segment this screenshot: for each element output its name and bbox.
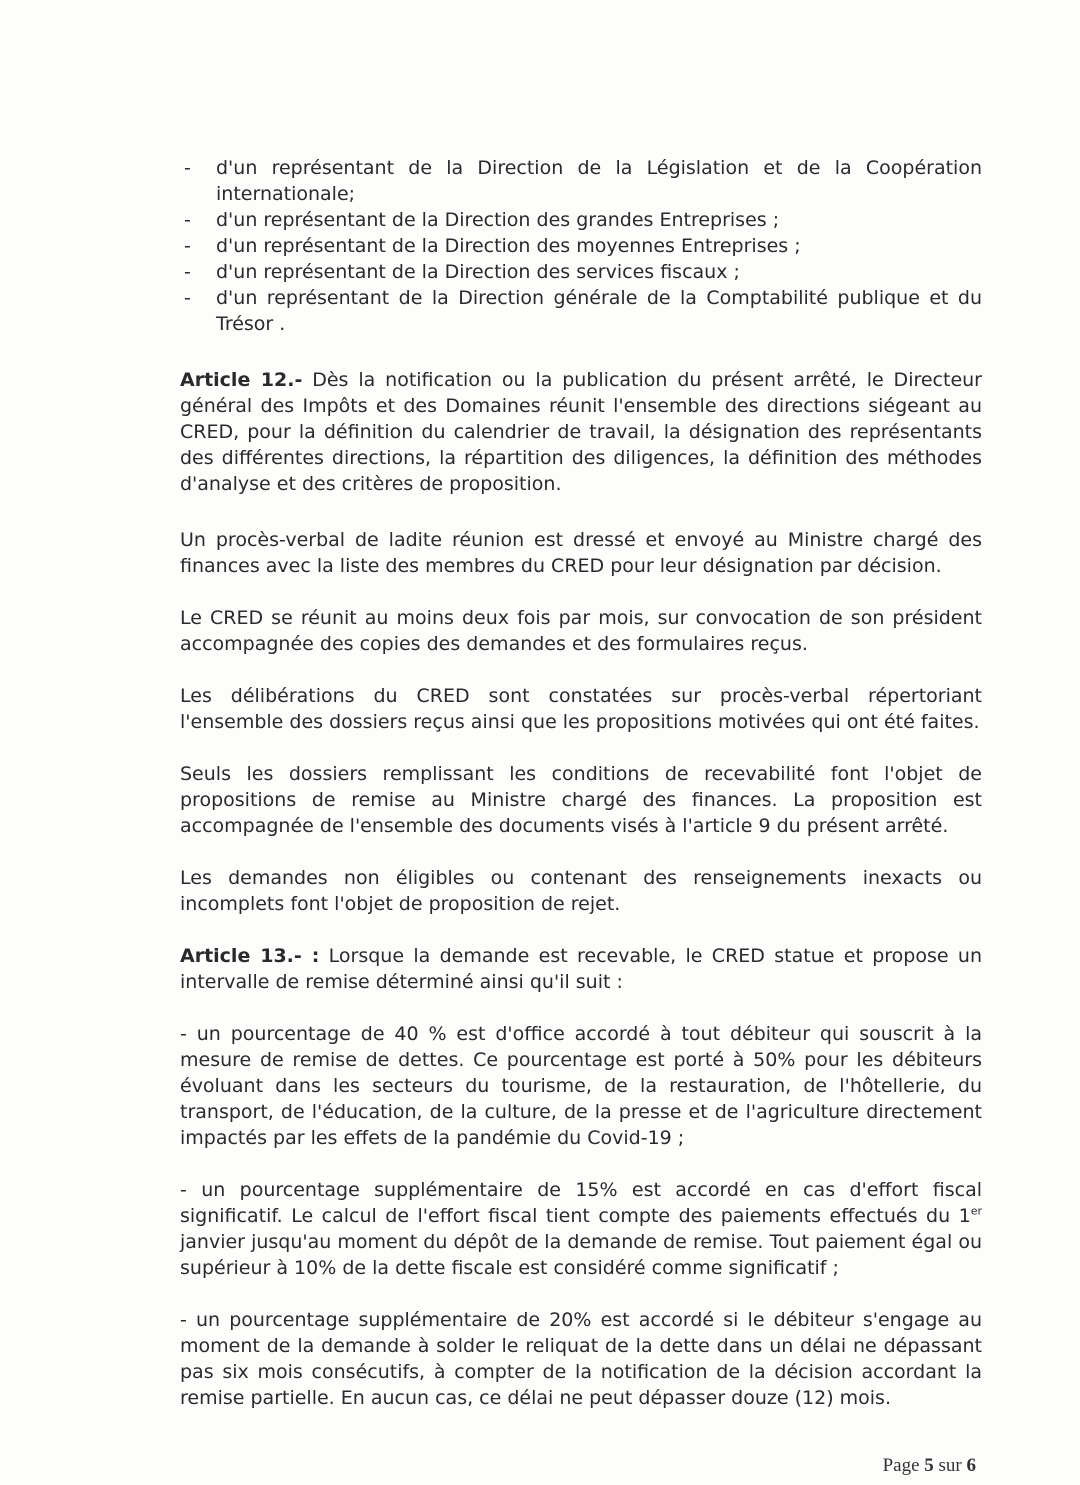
member-list [180,155,982,337]
list-item: - d'un représentant de la Direction générale de la Comptabilité publique et du Trésor . [184,287,982,335]
paragraph-recevabilite: Seuls les dossiers remplissant les conditions de recevabilité font l'objet de propositions de remise au Ministre chargé des finances. La proposition est accompagnée de l'ensemble des documents visés à l'article 9 du présent arrêté. [180,763,982,837]
list-item: - d'un représentant de la Direction des services fiscaux ; [184,261,740,283]
paragraph-deliberations: Les délibérations du CRED sont constatées sur procès-verbal répertoriant l'ensemble des dossiers reçus ainsi que les propositions motivées qui ont été faites. [180,685,982,733]
paragraph-reunion: Le CRED se réunit au moins deux fois par mois, sur convocation de son président accompagnée des copies des demandes et des formulaires reçus. [180,607,982,655]
list-item: - d'un représentant de la Direction des moyennes Entreprises ; [184,235,801,257]
article-12-paragraph: Article 12.- Dès la notification ou la publication du présent arrêté, le Directeur général des Impôts et des Domaines réunit l'ensemble des directions siégeant au CRED, pour la définition du calendrier de travail, la désignation des représentants des différentes directions, la répartition des diligences, la définition des méthodes d'analyse et des critères de proposition. [180,369,982,495]
list-item: - d'un représentant de la Direction des grandes Entreprises ; [184,209,780,231]
page-number: Page 5 sur 6 [882,1455,976,1476]
paragraph-rejet: Les demandes non éligibles ou contenant des renseignements inexacts ou incomplets font l'objet de proposition de rejet. [180,867,982,915]
article-13-label: Article 13.- : [180,945,320,967]
remise-item-20: - un pourcentage supplémentaire de 20% est accordé si le débiteur s'engage au moment de la demande à solder le reliquat de la dette dans un délai ne dépassant pas six mois consécutifs, à compter de la notification de la décision accordant la remise partielle. En aucun cas, ce délai ne peut dépasser douze (12) mois. [180,1309,982,1409]
article-12-label: Article 12.- [180,369,303,391]
remise-item-15: - un pourcentage supplémentaire de 15% est accordé en cas d'effort fiscal significatif. Le calcul de l'effort fiscal tient compte des paiements effectués du 1er janvier jusqu'au moment du dépôt de la demande de remise. Tout paiement égal ou supérieur à 10% de la dette fiscale est considéré comme significatif ; [180,1179,982,1279]
paragraph-proces-verbal: Un procès-verbal de ladite réunion est dressé et envoyé au Ministre chargé des finances avec la liste des membres du CRED pour leur désignation par décision. [180,529,982,577]
list-item: - d'un représentant de la Direction de la Législation et de la Coopération internationale; [184,157,982,205]
article-13-paragraph: Article 13.- : Lorsque la demande est recevable, le CRED statue et propose un intervalle de remise déterminé ainsi qu'il suit : [180,945,982,993]
remise-item-40: - un pourcentage de 40 % est d'office accordé à tout débiteur qui souscrit à la mesure de remise de dettes. Ce pourcentage est porté à 50% pour les débiteurs évoluant dans les secteurs du tourisme, de la restauration, de l'hôtellerie, du transport, de l'éducation, de la culture, de la presse et de l'agriculture directement impactés par les effets de la pandémie du Covid-19 ; [180,1023,982,1149]
document-body [180,155,982,1411]
